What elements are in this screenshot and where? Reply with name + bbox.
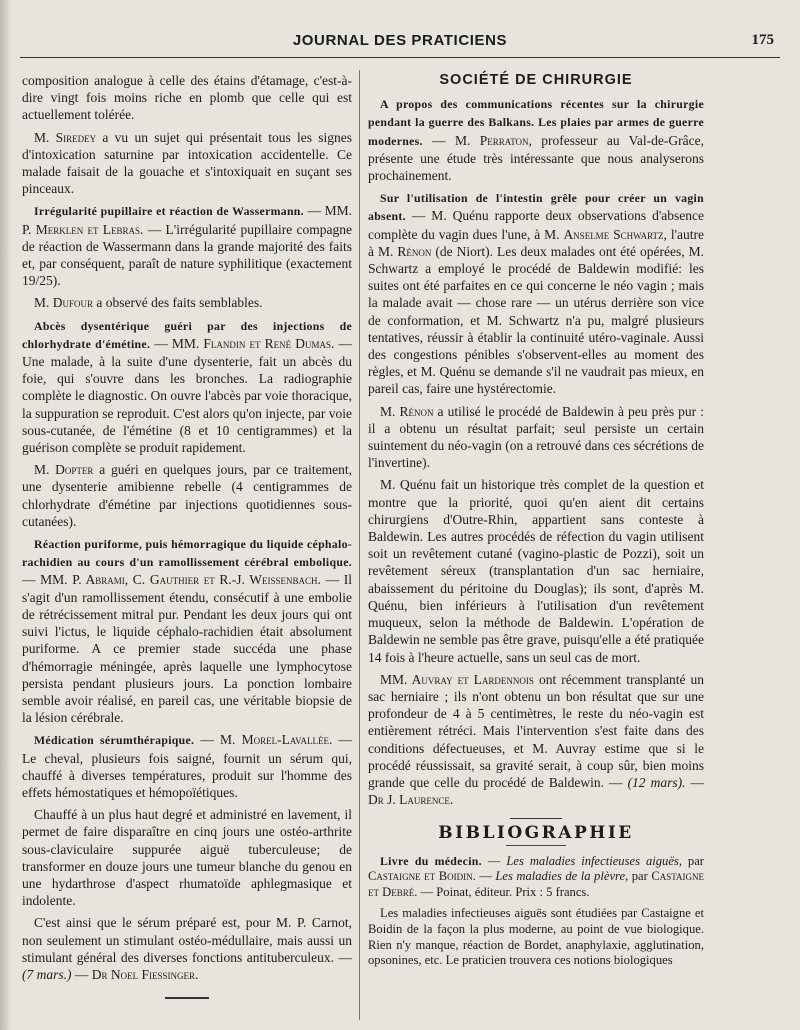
paragraph: composition analogue à celle des étains d'étamage, c'est-à-dire vingt fois moins riche en plomb que celle qui est actuellement tolérée. bbox=[22, 73, 352, 123]
heading-rule bbox=[506, 845, 566, 846]
author-name: M. Siredey bbox=[34, 129, 97, 145]
section-end-rule bbox=[165, 997, 209, 999]
paragraph: Abcès dysentérique guéri par des injections de chlorhydrate d'émétine. — MM. Flandin et René Dumas. — Une malade, à la suite d'une dysenterie, fait un abcès du foie, qui s'ouvre dans les bronches. La radiographie complète le diagnostic. On ouvre l'abcès par voie thoracique, la suppuration se reproduit. C'est alors qu'on injecte, par voie sous-cutanée, de l'émétine (8 et 10 centigrammes) et la guérison complète se produit rapidement. bbox=[22, 318, 353, 456]
left-column bbox=[22, 72, 352, 999]
section-separator bbox=[510, 818, 562, 819]
author-names: — MM. P. Abrami, C. Gauthier et R.-J. Weissenbach. bbox=[22, 572, 321, 588]
running-header bbox=[20, 32, 780, 54]
paragraph: Irrégularité pupillaire et réaction de Wassermann. — MM. P. Merklen et Lebras. — L'irrégularité pupillaire compagne de réaction de Wassermann dans la grande majorité des faits et, par conséquent, paraît de nature syphilitique (exactement 19/25). bbox=[22, 203, 352, 289]
report-title: A propos des communications récentes sur la chirurgie pendant la guerre des Balkans. Les plaies par armes de guerre modernes. bbox=[368, 97, 704, 148]
paragraph: M. Quénu fait un historique très complet de la question et montre que la priorité, quoi qu'en aient dit certains chirurgiens d'Outre-Rhin, appartient sans conteste à Baldewin. Les autres procédés de réfection du vagin utilisent soit un revêtement cutané (vagino-plastic de Pozzi), soit un revêtement séreux (transplantation d'un sac herniaire, abaissement du péritoine du Douglas); ils sont, d'après M. Quénu, bien inférieurs à l'utilisation d'un revêtement muqueux, selon la méthode de Baldewin. L'opération de Baldewin ne semble pas être grave, puisqu'elle a été pratiquée 14 fois à l'heure actuelle, sans un seul cas de mort. bbox=[368, 477, 704, 665]
author-name: Rénon bbox=[397, 243, 432, 259]
paragraph: M. Dopter a guéri en quelques jours, par ce traitement, une dysenterie amibienne rebelle (4 centigrammes de chlorhydrate d'émétine par injections quotidiennes sous-cutanées). bbox=[22, 462, 352, 529]
paragraph: Sur l'utilisation de l'intestin grêle pour créer un vagin absent. — M. Quénu rapporte deux observations d'absence complète du vagin dues l'une, à M. Anselme Schwartz, l'autre à M. Rénon (de Niort). Les deux malades ont été opérées, M. Schwartz a employé le procédé de Baldewin modifié: les suites ont été parfaites en ce qui concerne le néo vagin ; mais la malade avait — chose rare — un utérus derrière son vice de conformation, et M. Schwartz n'a pu, malgré plusieurs tentatives, réussir à établir la continuité utéro-vaginale. Aussi des congestions pénibles s'observent-elles au moment des règles, et M. Quénu se demande s'il ne vaudrait pas mieux, en pareil cas, faire une hystérectomie. bbox=[368, 191, 705, 397]
author-name: M. Dufour bbox=[34, 295, 94, 311]
author-names: — MM. Flandin et René Dumas. bbox=[150, 335, 335, 351]
report-date: (7 mars.) bbox=[22, 966, 72, 982]
paragraph: M. Siredey a vu un sujet qui présentait tous les signes d'intoxication saturnine par intoxication accidentelle. Ce malade faisait de la gouache et s'intoxiquait en suçant ses pinceaux. bbox=[22, 129, 353, 197]
report-title: Sur l'utilisation de l'intestin grêle pour créer un vagin absent. bbox=[368, 191, 704, 224]
paragraph: M. Dufour a observé des faits semblables. bbox=[34, 295, 263, 311]
section-heading: SOCIÉTÉ DE CHIRURGIE bbox=[439, 72, 633, 88]
report-title: Abcès dysentérique guéri par des injections de chlorhydrate d'émétine. bbox=[22, 318, 352, 351]
book-title: Les maladies infectieuses aiguës bbox=[506, 853, 679, 868]
book-title: Les maladies de la plèvre bbox=[495, 869, 626, 884]
header-rule bbox=[20, 57, 780, 58]
report-title: Réaction puriforme, puis hémorragique du liquide céphalo-rachidien au cours d'un ramollissement cérébral embolique. bbox=[22, 537, 352, 570]
report-title: Médication sérumthérapique. bbox=[34, 733, 195, 748]
book-authors: Castaigne et Boidin. bbox=[368, 869, 476, 884]
author-name: Anselme Schwartz, bbox=[563, 226, 667, 242]
author-name: — M. Perraton, bbox=[422, 132, 532, 148]
review-title: Livre du médecin. bbox=[380, 853, 482, 868]
right-column bbox=[368, 72, 704, 974]
page-binding-shadow bbox=[0, 0, 12, 1030]
paragraph: Médication sérumthérapique. — M. Morel-Lavallée. — Le cheval, plusieurs fois saigné, fournit un sérum qui, chauffé à diverses températures, produit sur l'homme des effets hémostatiques et hémopoïétiques. bbox=[22, 732, 352, 800]
paragraph: Livre du médecin. — Les maladies infectieuses aiguës, par Castaigne et Boidin. — Les maladies de la plèvre, par Castaigne et Debré. — Poinat, éditeur. Prix : 5 francs. bbox=[368, 853, 705, 900]
column-divider bbox=[359, 70, 360, 1020]
author-names: MM. Auvray et Lardennois bbox=[380, 671, 534, 687]
paragraph: Chauffé à un plus haut degré et administré en lavement, il permet de faire disparaître en cinq jours une ostéo-arthrite sous-claviculaire suppurée aiguë tuberculeuse; de transformer en douze jours une tumeur blanche du genou en une hydarthrose d'aspect rhumatoïde aphlegmasique et indolente. bbox=[22, 807, 352, 909]
page-number: 175 bbox=[751, 32, 774, 48]
paragraph: Réaction puriforme, puis hémorragique du liquide céphalo-rachidien au cours d'un ramollissement cérébral embolique. — MM. P. Abrami, C. Gauthier et R.-J. Weissenbach. — Il s'agit d'un ramollissement étendu, consécutif à une embolie de rétrécissement mitral pur. Pendant les deux jours qui ont suivi l'ictus, le liquide céphalo-rachidien était absolument puriforme. A ce premier stade succéda une phase d'hémorragie méningée, après laquelle une lymphocytose persista pendant plusieurs jours. La ponction lombaire semble avoir réalisé, en pareil cas, une véritable biopsie de la lésion cérébrale. bbox=[22, 537, 353, 726]
paragraph: A propos des communications récentes sur la chirurgie pendant la guerre des Balkans. Les plaies par armes de guerre modernes. — M. Perraton, professeur au Val-de-Grâce, présente une étude très intéressante que nous analyserons prochainement. bbox=[368, 97, 704, 184]
paragraph: Les maladies infectieuses aiguës sont étudiées par Castaigne et Boidin de la façon la plus moderne, au point de vue biologique. Rien n'y manque, réaction de Bordet, anaphylaxie, agglutination, opsonines, etc. Le praticien trouvera ces notions biologiques bbox=[368, 905, 704, 968]
report-date: (12 mars). bbox=[627, 774, 686, 790]
signature: — Dr Noel Fiessinger. bbox=[71, 966, 199, 982]
author-name: M. Dopter bbox=[34, 462, 94, 478]
paragraph: C'est ainsi que le sérum préparé est, pour M. P. Carnot, non seulement un stimulant ostéo-médullaire, mais aussi un stimulant général des diverses fonctions antituberculeux. — (7 mars.) — Dr Noel Fiessinger. bbox=[22, 915, 352, 982]
book-authors: Castaigne et Debré. bbox=[368, 869, 705, 900]
paragraph: M. Rénon a utilisé le procédé de Baldewin à peu près pur : il a obtenu un résultat parfait; seul persiste un certain suintement du néo-vagin (on a retrouvé dans ces sécrétions de l'invertine). bbox=[368, 403, 704, 471]
bibliography-heading: BIBLIOGRAPHIE bbox=[438, 823, 634, 844]
paragraph: MM. Auvray et Lardennois ont récemment transplanté un sac herniaire ; ils n'ont obtenu un bon résultat que sur une profondeur de 4 à 5 centimètres, le reste du néo-vagin est entièrement rétréci. Mais l'intervention s'est faite dans des conditions défectueuses, et M. Auvray estime que si le procédé réussissait, sa gravité serait, à coup sûr, bien moins grande que celle du procédé de Baldewin. — (12 mars). — Dr J. Laurence. bbox=[368, 671, 705, 808]
signature: — Dr J. Laurence. bbox=[368, 774, 705, 808]
journal-title: JOURNAL DES PRATICIENS bbox=[292, 32, 508, 49]
author-names: — M. Morel-Lavallée. bbox=[194, 732, 333, 748]
report-title: Irrégularité pupillaire et réaction de Wassermann. bbox=[34, 204, 304, 219]
author-name: M. Rénon bbox=[380, 403, 434, 419]
author-names: — MM. P. Merklen et Lebras. bbox=[22, 203, 352, 237]
